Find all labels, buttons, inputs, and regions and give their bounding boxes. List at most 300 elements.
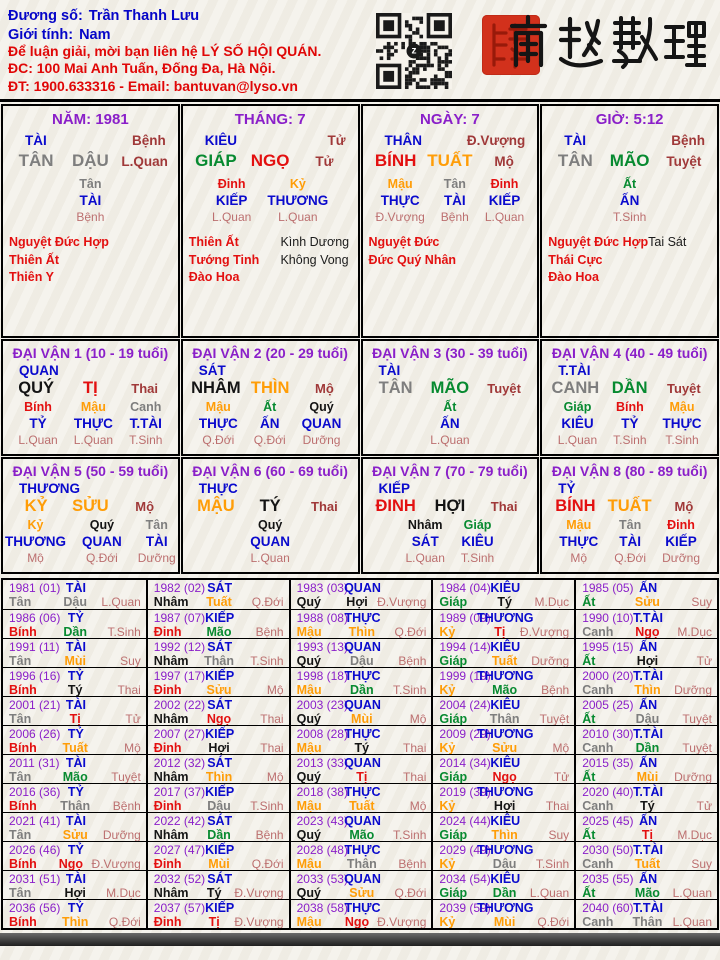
qr-code-icon — [376, 13, 452, 89]
year-label: 2031 (51) — [9, 872, 61, 886]
hidden-state: T.Sinh — [612, 209, 647, 224]
pillar-top-state: Bệnh — [132, 133, 166, 148]
year-can: Mậu — [296, 915, 322, 928]
year-chi: Ngọ — [635, 625, 660, 638]
year-chi: Dậu — [492, 857, 517, 870]
pillar-can: TÂN — [557, 151, 593, 170]
daivan-state: Mộ — [674, 499, 694, 514]
god-star-red: Nguyệt Đức — [368, 235, 440, 250]
year-star: SÁT — [207, 640, 233, 654]
hidden-stem-column — [376, 177, 425, 225]
daivan-chi: TUẤT — [607, 497, 652, 515]
daivan-chi: TÝ — [259, 497, 281, 515]
daivan-hidden-stems — [542, 518, 717, 566]
year-label: 1985 (05) — [582, 581, 634, 595]
daivan-4 — [540, 339, 719, 456]
pillar-gods-red — [548, 234, 648, 287]
year-state: Mộ — [266, 683, 284, 696]
daivan-star: TÀI — [378, 363, 401, 378]
gender-line — [8, 27, 376, 43]
year-state: L.Quan — [529, 886, 570, 899]
hidden-stem-column — [199, 400, 238, 448]
year-label: 2004 (24) — [439, 698, 491, 712]
year-state: Bệnh — [255, 828, 284, 841]
year-label: 1995 (15) — [582, 640, 634, 654]
hidden-state: L.Quan — [430, 432, 470, 447]
hidden-star: KIÊU — [561, 415, 594, 431]
year-cell — [289, 580, 432, 609]
hidden-can: Ất — [263, 400, 277, 414]
hidden-stem-column — [254, 400, 286, 448]
year-can: Ất — [582, 654, 596, 667]
year-star: KIẾP — [205, 843, 235, 857]
hidden-star: KIẾP — [215, 192, 248, 208]
year-cell — [146, 870, 289, 899]
year-state: Đ.Vượng — [377, 595, 427, 609]
year-label: 2016 (36) — [9, 785, 61, 799]
year-chi: Thìn — [491, 828, 518, 841]
year-star: THƯƠNG — [477, 669, 534, 683]
year-chi: Tý — [67, 683, 83, 696]
year-chi: Thìn — [62, 915, 89, 928]
daivan-can: ĐINH — [375, 497, 416, 515]
year-star: KIÊU — [490, 872, 521, 886]
hidden-can: Nhâm — [407, 518, 443, 532]
hidden-stem-column — [662, 518, 700, 566]
year-label: 1981 (01) — [9, 581, 61, 595]
year-star: ẤN — [639, 581, 658, 595]
hidden-stem-column — [74, 400, 113, 448]
year-label: 2034 (54) — [439, 872, 491, 886]
daivan-title: ĐẠI VẬN 1 (10 - 19 tuổi) — [12, 345, 169, 361]
year-star: KIÊU — [490, 814, 521, 828]
hidden-state: Mộ — [27, 550, 44, 565]
daivan-hidden-stems — [3, 400, 178, 448]
year-state: Q.Đới — [251, 595, 284, 609]
year-label: 2033 (53) — [296, 872, 348, 886]
year-star: T.TÀI — [633, 727, 664, 741]
year-label: 2028 (48) — [296, 843, 348, 857]
year-state: Bệnh — [255, 625, 284, 638]
year-chi: Tuất — [62, 741, 88, 754]
year-can: Canh — [582, 741, 614, 754]
header-info — [8, 5, 376, 97]
year-label: 1986 (06) — [9, 611, 61, 625]
year-can: Mậu — [296, 799, 322, 812]
hidden-stem-column — [5, 518, 66, 566]
year-star: T.TÀI — [633, 843, 664, 857]
god-star-red: Đào Hoa — [188, 270, 240, 285]
year-chi: Tị — [208, 915, 220, 928]
year-cell — [289, 899, 432, 928]
year-state: T.Sinh — [393, 683, 427, 696]
year-chi: Thân — [204, 654, 234, 667]
daivan-3 — [361, 339, 540, 456]
year-can: Ất — [582, 828, 596, 841]
year-label: 2000 (20) — [582, 669, 634, 683]
year-chi: Sửu — [206, 683, 232, 696]
year-cell — [146, 841, 289, 870]
hidden-can: Canh — [130, 400, 162, 414]
gender-label: Giới tính: — [8, 27, 74, 43]
year-star: KIẾP — [205, 785, 235, 799]
year-cell — [289, 754, 432, 783]
year-can: Canh — [582, 799, 614, 812]
pillar-month — [181, 104, 360, 338]
year-state: Thai — [117, 683, 141, 696]
year-chi: Hợi — [346, 595, 368, 609]
hidden-can: Bính — [24, 400, 52, 414]
pillar-chi: MÃO — [609, 151, 650, 170]
god-star-red: Tướng Tinh — [188, 252, 260, 267]
year-star: THỰC — [344, 785, 381, 799]
year-state: Dưỡng — [674, 770, 712, 783]
year-can: Tân — [9, 886, 32, 899]
daivan-can: TÂN — [378, 379, 413, 397]
hidden-stem-column — [129, 400, 162, 448]
year-star: QUAN — [344, 581, 381, 595]
year-can: Ất — [582, 595, 596, 609]
daivan-8 — [540, 457, 719, 574]
year-can: Mậu — [296, 683, 322, 696]
yearly-luck-table — [1, 578, 719, 930]
year-state: Suy — [120, 654, 141, 667]
year-star: TÀI — [65, 581, 86, 595]
year-can: Giáp — [439, 828, 468, 841]
year-star: TÀI — [65, 640, 86, 654]
year-can: Kỷ — [439, 915, 456, 928]
year-cell — [3, 580, 146, 609]
year-can: Quý — [296, 654, 321, 667]
brand-calligraphy — [506, 13, 706, 77]
year-cell — [574, 609, 717, 638]
daivan-state: Tuyệt — [487, 381, 521, 396]
god-star-red: Nguyệt Đức Hợp — [548, 235, 649, 250]
year-star: KIẾP — [205, 727, 235, 741]
hidden-stem-column — [614, 518, 646, 566]
hidden-star: THỰC — [559, 533, 599, 549]
year-chi: Thìn — [348, 625, 376, 638]
year-star: THỰC — [344, 843, 381, 857]
header — [0, 0, 720, 97]
year-label: 2013 (33) — [296, 756, 348, 770]
hidden-state: T.Sinh — [665, 432, 699, 447]
pillar-title: THÁNG: 7 — [234, 111, 306, 128]
year-chi: Mùi — [64, 654, 86, 667]
hidden-star: KIÊU — [461, 533, 494, 549]
year-state: Tuyệt — [682, 712, 712, 725]
year-can: Canh — [582, 625, 614, 638]
year-can: Quý — [296, 712, 321, 725]
year-cell — [3, 609, 146, 638]
year-cell — [146, 696, 289, 725]
hidden-can: Kỷ — [27, 518, 44, 532]
year-chi: Dậu — [207, 799, 231, 812]
daivan-hidden-stems — [3, 518, 178, 566]
year-star: KIẾP — [205, 669, 235, 683]
year-star: TỶ — [67, 611, 84, 625]
year-state: M.Dục — [106, 886, 141, 899]
god-star-red: Thiên Y — [9, 270, 54, 285]
year-chi: Sửu — [62, 828, 88, 841]
owner-line — [8, 8, 376, 24]
pillar-chi: NGỌ — [250, 151, 290, 170]
hidden-stem-column — [406, 518, 445, 566]
hidden-stem-column — [613, 177, 646, 225]
hidden-stem-column — [76, 177, 104, 225]
gender-value: Nam — [79, 27, 111, 43]
pillar-main-star: TÀI — [564, 133, 586, 148]
header-brand-area — [376, 5, 714, 97]
year-chi: Hợi — [208, 741, 230, 754]
year-cell — [289, 638, 432, 667]
year-state: Mộ — [409, 799, 427, 812]
hidden-stem-column — [613, 400, 646, 448]
year-label: 1999 (19) — [439, 669, 491, 683]
year-star: THỰC — [344, 901, 381, 915]
contact-line-1: Để luận giải, mời bạn liên hệ LÝ SỐ HỘI QUÁN. — [8, 43, 322, 59]
hidden-star: THỰC — [198, 415, 238, 431]
year-label: 1994 (14) — [439, 640, 491, 654]
year-label: 2036 (56) — [9, 901, 61, 915]
year-cell — [574, 783, 717, 812]
hidden-star: ẤN — [440, 415, 460, 431]
year-chi: Mùi — [493, 915, 516, 928]
year-label: 2002 (22) — [153, 698, 206, 712]
year-cell — [431, 725, 574, 754]
god-star-red: Đào Hoa — [548, 270, 599, 285]
year-can: Quý — [296, 886, 321, 899]
year-star: THƯƠNG — [477, 611, 534, 625]
hidden-star: T.TÀI — [129, 415, 162, 431]
hidden-state: Bệnh — [76, 209, 105, 224]
daivan-title: ĐẠI VẬN 4 (40 - 49 tuổi) — [551, 345, 708, 361]
year-star: ẤN — [639, 756, 658, 770]
year-star: TÀI — [65, 756, 86, 770]
daivan-can: BÍNH — [555, 497, 596, 515]
year-chi: Tuất — [491, 654, 518, 667]
daivan-chi: SỬU — [72, 497, 109, 515]
pillar-gods-red — [9, 234, 109, 287]
pillar-hidden-stems — [183, 177, 358, 225]
pillar-gods-red — [189, 234, 281, 287]
hidden-star: THỰC — [662, 415, 702, 431]
year-state: T.Sinh — [535, 857, 570, 870]
year-cell — [289, 609, 432, 638]
year-cell — [574, 841, 717, 870]
daivan-state: Thai — [131, 381, 158, 396]
year-can: Quý — [296, 770, 321, 783]
year-chi: Hợi — [493, 799, 516, 812]
daivan-state: Tuyệt — [667, 381, 701, 396]
year-can: Mậu — [296, 625, 322, 638]
year-state: Tuyệt — [682, 741, 712, 754]
year-cell — [431, 696, 574, 725]
pillar-day — [361, 104, 540, 338]
year-state: Tử — [553, 770, 570, 783]
year-label: 1992 (12) — [153, 640, 206, 654]
hidden-can: Tân — [443, 177, 466, 191]
year-cell — [431, 841, 574, 870]
hidden-state: Q.Đới — [202, 432, 235, 447]
year-cell — [431, 609, 574, 638]
year-cell — [3, 899, 146, 928]
year-can: Giáp — [439, 712, 468, 725]
year-chi: Dần — [207, 828, 231, 841]
year-chi: Hợi — [636, 654, 659, 667]
year-label: 2039 (59) — [439, 901, 491, 915]
year-cell — [431, 580, 574, 609]
year-can: Giáp — [439, 886, 468, 899]
pillar-chi: DẬU — [71, 151, 109, 170]
hidden-stem-column — [82, 518, 122, 566]
hidden-state: Mộ — [570, 550, 588, 565]
hidden-can: Tân — [619, 518, 642, 532]
hidden-stem-column — [302, 400, 342, 448]
year-can: Ất — [582, 712, 596, 725]
hidden-can: Quý — [257, 518, 283, 532]
god-star-black: Tai Sát — [648, 235, 687, 250]
daivan-star: KIẾP — [378, 481, 411, 496]
year-cell — [3, 667, 146, 696]
pillar-state: L.Quan — [121, 153, 168, 169]
year-cell — [574, 667, 717, 696]
year-state: Q.Đới — [108, 915, 141, 928]
year-can: Kỷ — [439, 799, 456, 812]
year-cell — [3, 812, 146, 841]
year-cell — [431, 754, 574, 783]
pillar-can: TÂN — [18, 151, 54, 170]
year-star: THƯƠNG — [477, 901, 534, 915]
hidden-can: Mậu — [205, 400, 231, 414]
hidden-can: Quý — [89, 518, 115, 532]
god-star-red: Thái Cực — [548, 252, 603, 267]
pillar-gods-red — [369, 234, 461, 269]
year-chi: Dậu — [350, 654, 374, 667]
year-cell — [3, 638, 146, 667]
hidden-can: Đinh — [490, 177, 519, 191]
pillar-title: NĂM: 1981 — [52, 111, 129, 128]
year-cell — [3, 870, 146, 899]
hidden-state: Q.Đới — [253, 432, 286, 447]
hidden-state: T.Sinh — [613, 432, 647, 447]
year-chi: Thân — [60, 799, 91, 812]
year-label: 1983 (03) — [296, 581, 348, 595]
hidden-stem-column — [461, 518, 494, 566]
year-state: Đ.Vượng — [234, 915, 284, 928]
year-cell — [431, 667, 574, 696]
year-label: 2006 (26) — [9, 727, 61, 741]
year-state: Mộ — [266, 770, 284, 783]
year-can: Tân — [9, 654, 32, 667]
year-cell — [574, 638, 717, 667]
year-star: TỶ — [67, 727, 84, 741]
hidden-can: Mậu — [566, 518, 592, 532]
year-label: 2019 (39) — [439, 785, 491, 799]
year-can: Giáp — [439, 770, 468, 783]
pillar-gods-black — [648, 234, 686, 287]
god-star-black: Không Vong — [280, 252, 349, 267]
year-chi: Dần — [492, 886, 517, 899]
year-star: KIẾP — [205, 901, 235, 915]
hidden-star: ẤN — [619, 192, 640, 208]
year-can: Bính — [9, 683, 37, 696]
year-state: Tử — [696, 654, 712, 667]
year-can: Giáp — [439, 654, 468, 667]
year-label: 2030 (50) — [582, 843, 634, 857]
year-can: Canh — [582, 857, 614, 870]
year-state: L.Quan — [672, 915, 712, 928]
year-can: Ất — [582, 770, 596, 783]
hidden-state: T.Sinh — [460, 550, 495, 565]
hidden-star: TÀI — [145, 533, 168, 549]
daivan-title: ĐẠI VẬN 6 (60 - 69 tuổi) — [192, 463, 348, 479]
year-can: Tân — [9, 770, 32, 783]
year-chi: Thìn — [634, 683, 661, 696]
daivan-can: MẬU — [197, 497, 235, 515]
god-star-red: Thiên Ất — [188, 235, 239, 250]
year-state: M.Dục — [677, 625, 712, 638]
year-chi: Tý — [497, 595, 512, 609]
daivan-state: Thai — [490, 499, 518, 514]
year-star: KIÊU — [490, 698, 521, 712]
pillar-hour — [540, 104, 719, 338]
year-label: 2038 (58) — [296, 901, 348, 915]
hidden-state: Dưỡng — [302, 432, 341, 447]
qr-logo-icon: z — [407, 44, 422, 59]
daivan-star: SÁT — [198, 363, 226, 378]
year-can: Bính — [9, 857, 37, 870]
hidden-star: TỶ — [29, 415, 47, 431]
pillar-top-state: Bệnh — [671, 133, 705, 148]
hidden-stem-column — [212, 177, 251, 225]
year-star: T.TÀI — [633, 785, 664, 799]
hidden-state: L.Quan — [405, 550, 445, 565]
year-star: TỶ — [67, 901, 84, 915]
pillar-state: Tử — [315, 153, 334, 169]
year-chi: Thìn — [205, 770, 233, 783]
daivan-7 — [361, 457, 540, 574]
footer-bar — [0, 933, 720, 946]
year-state: Q.Đới — [537, 915, 570, 928]
year-chi: Ngọ — [206, 712, 232, 725]
god-star-red: Đức Quý Nhân — [368, 252, 457, 267]
year-can: Đinh — [153, 915, 182, 928]
hidden-can: Tân — [145, 518, 168, 532]
hidden-state: L.Quan — [18, 432, 58, 447]
year-chi: Tý — [206, 886, 222, 899]
year-chi: Mùi — [636, 770, 659, 783]
year-state: M.Dục — [677, 828, 712, 841]
year-star: QUAN — [344, 756, 381, 770]
year-cell — [431, 870, 574, 899]
year-label: 2003 (23) — [296, 698, 348, 712]
pillar-year — [1, 104, 180, 338]
year-chi: Dậu — [635, 712, 660, 725]
hidden-star: QUAN — [82, 533, 122, 549]
year-can: Quý — [296, 828, 321, 841]
year-state: Q.Đới — [251, 857, 284, 870]
year-star: KIẾP — [205, 611, 235, 625]
year-chi: Mão — [206, 625, 232, 638]
hidden-stem-column — [250, 518, 290, 566]
year-label: 2040 (60) — [582, 901, 634, 915]
year-star: SÁT — [207, 756, 233, 770]
year-chi: Ngọ — [58, 857, 84, 870]
hidden-stem-column — [485, 177, 524, 225]
pillar-main-star: TÀI — [25, 133, 47, 148]
year-star: THƯƠNG — [477, 843, 534, 857]
